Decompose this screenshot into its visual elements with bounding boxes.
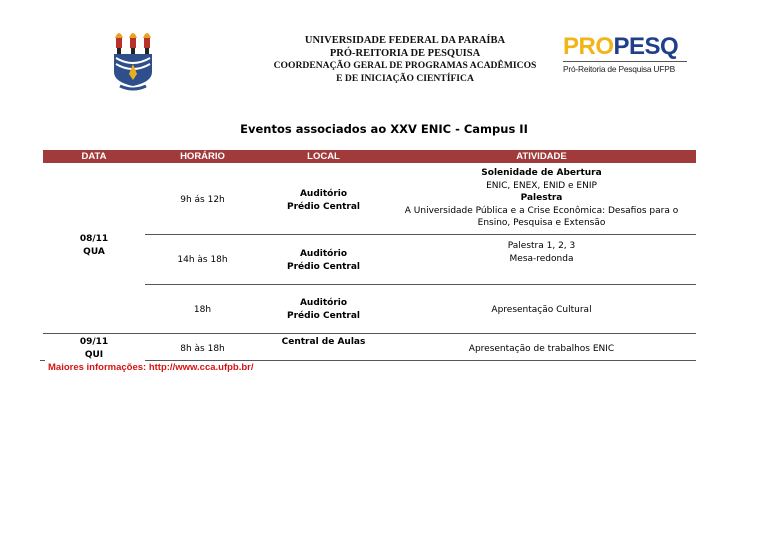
institution-line: COORDENAÇÃO GERAL DE PROGRAMAS ACADÊMICOS (273, 60, 537, 71)
location-cell (260, 188, 387, 213)
location-line: Prédio Central (287, 310, 360, 321)
date-cell (43, 233, 145, 258)
column-header-local: LOCAL (307, 151, 340, 162)
column-header-horario: HORÁRIO (180, 151, 225, 162)
time-cell: 14h às 18h (177, 255, 228, 265)
institution-line: E DE INICIAÇÃO CIENTÍFICA (336, 72, 474, 84)
location-line: Central de Aulas (281, 337, 366, 347)
activity-cell (387, 240, 696, 265)
activity-cell (387, 167, 696, 230)
activity-line: ENIC, ENEX, ENID e ENIP (486, 180, 597, 191)
activity-line: Solenidade de Abertura (481, 168, 602, 178)
row-divider (145, 284, 696, 285)
location-line: Prédio Central (287, 261, 360, 272)
activity-line: Apresentação de trabalhos ENIC (468, 344, 615, 354)
institution-line: PRÓ-REITORIA DE PESQUISA (329, 47, 481, 59)
date: 09/11 (79, 337, 109, 347)
propesq-pro: PRO (563, 33, 614, 60)
activity-cell (387, 304, 696, 317)
weekday: QUI (84, 349, 104, 360)
activity-line: Ensino, Pesquisa e Extensão (477, 218, 606, 229)
page-title: Eventos associados ao XXV ENIC - Campus II (240, 122, 528, 136)
date-cell (43, 336, 145, 361)
location-line: Auditório (299, 189, 348, 199)
date: 08/11 (79, 234, 109, 244)
location-line: Auditório (299, 298, 348, 308)
time-cell: 9h ás 12h (180, 195, 225, 205)
logo-divider (563, 61, 687, 62)
activity-line: Mesa-redonda (509, 253, 574, 264)
column-header-data: DATA (81, 151, 107, 162)
ufpb-crest-icon (112, 28, 154, 92)
propesq-pesq: PESQ (613, 33, 679, 60)
institution-line: UNIVERSIDADE FEDERAL DA PARAÍBA (304, 35, 506, 46)
location-line: Prédio Central (287, 201, 360, 212)
activity-line: A Universidade Pública e a Crise Econômica: Desafios para o (404, 205, 679, 216)
table-corner-tick (40, 360, 45, 361)
location-cell (260, 336, 387, 349)
location-line: Auditório (299, 249, 348, 259)
time-cell: 18h (193, 305, 212, 315)
propesq-logo (563, 33, 693, 74)
table-header (43, 150, 696, 163)
weekday: QUA (83, 246, 105, 257)
location-cell (260, 297, 387, 322)
institution-header (270, 35, 540, 85)
row-divider (145, 360, 696, 361)
day-divider (43, 333, 696, 334)
time-cell: 8h às 18h (180, 344, 225, 354)
propesq-subtitle: Pró-Reitoria de Pesquisa UFPB (563, 64, 675, 74)
propesq-wordmark (563, 33, 693, 60)
activity-line: Palestra (520, 193, 563, 204)
location-cell (260, 248, 387, 273)
activity-cell (387, 343, 696, 356)
activity-line: Apresentação Cultural (491, 305, 592, 315)
activity-line: Palestra 1, 2, 3 (507, 241, 576, 251)
row-divider (145, 234, 696, 235)
column-header-atividade: ATIVIDADE (516, 151, 567, 162)
more-info-link[interactable]: Maiores informações: http://www.cca.ufpb.br/ (48, 362, 254, 373)
